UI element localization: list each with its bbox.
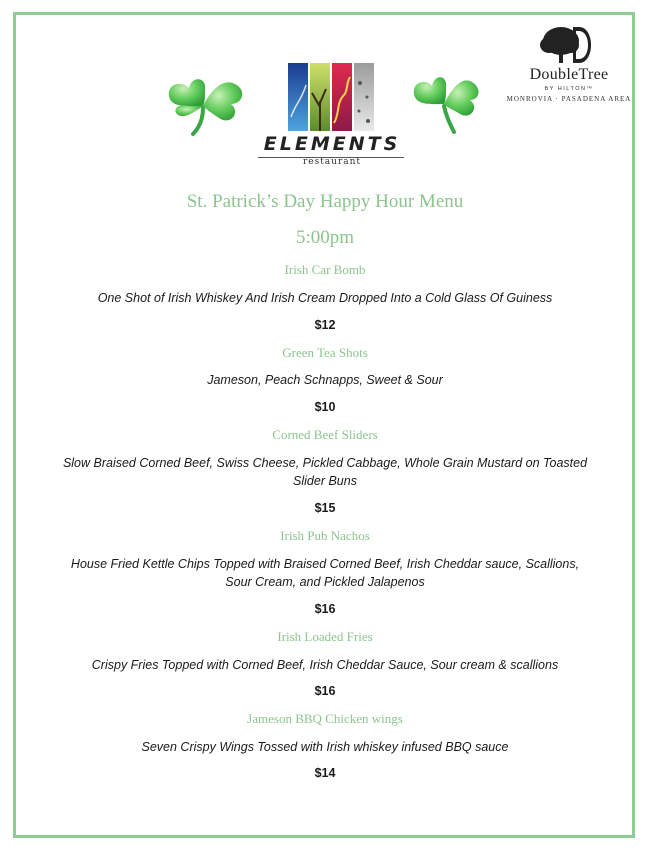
item-description: Jameson, Peach Schnapps, Sweet & Sour bbox=[207, 373, 443, 387]
item-description: Slow Braised Corned Beef, Swiss Cheese, Pickled Cabbage, Whole Grain Mustard on Toasted Slider Buns bbox=[62, 456, 588, 488]
hotel-name: DoubleTree bbox=[529, 66, 609, 83]
item-price: $16 bbox=[314, 684, 336, 698]
item-price: $10 bbox=[314, 400, 336, 414]
elements-logo-icon bbox=[288, 63, 374, 131]
hotel-area: MONROVIA · PASADENA AREA bbox=[506, 95, 632, 103]
item-price: $12 bbox=[314, 318, 336, 332]
restaurant-name: ELEMENTS bbox=[263, 133, 401, 155]
item-description: One Shot of Irish Whiskey And Irish Cream Dropped Into a Cold Glass Of Guiness bbox=[97, 291, 553, 305]
item-name: Irish Pub Nachos bbox=[280, 528, 370, 543]
item-price: $16 bbox=[314, 602, 336, 616]
menu-time: 5:00pm bbox=[295, 227, 355, 248]
menu-title: St. Patrick’s Day Happy Hour Menu bbox=[186, 191, 464, 212]
item-name: Irish Car Bomb bbox=[284, 262, 366, 277]
item-description: Crispy Fries Topped with Corned Beef, Irish Cheddar Sauce, Sour cream & scallions bbox=[91, 658, 559, 672]
restaurant-subtitle: restaurant bbox=[302, 157, 362, 167]
item-description: Seven Crispy Wings Tossed with Irish whiskey infused BBQ sauce bbox=[141, 740, 509, 754]
item-name: Jameson BBQ Chicken wings bbox=[247, 711, 403, 726]
shamrock-right-icon bbox=[410, 70, 484, 134]
item-name: Corned Beef Sliders bbox=[272, 427, 378, 442]
item-description: House Fried Kettle Chips Topped with Braised Corned Beef, Irish Cheddar sauce, Scallions, Sour Cream, and Pickled Jalapenos bbox=[70, 557, 580, 589]
hotel-by-line: BY HILTON™ bbox=[544, 86, 594, 92]
item-price: $14 bbox=[314, 766, 336, 780]
doubletree-logo-icon bbox=[539, 25, 597, 65]
item-name: Irish Loaded Fries bbox=[277, 629, 373, 644]
item-name: Green Tea Shots bbox=[282, 345, 368, 360]
item-price: $15 bbox=[314, 501, 336, 515]
shamrock-left-icon bbox=[163, 70, 249, 136]
